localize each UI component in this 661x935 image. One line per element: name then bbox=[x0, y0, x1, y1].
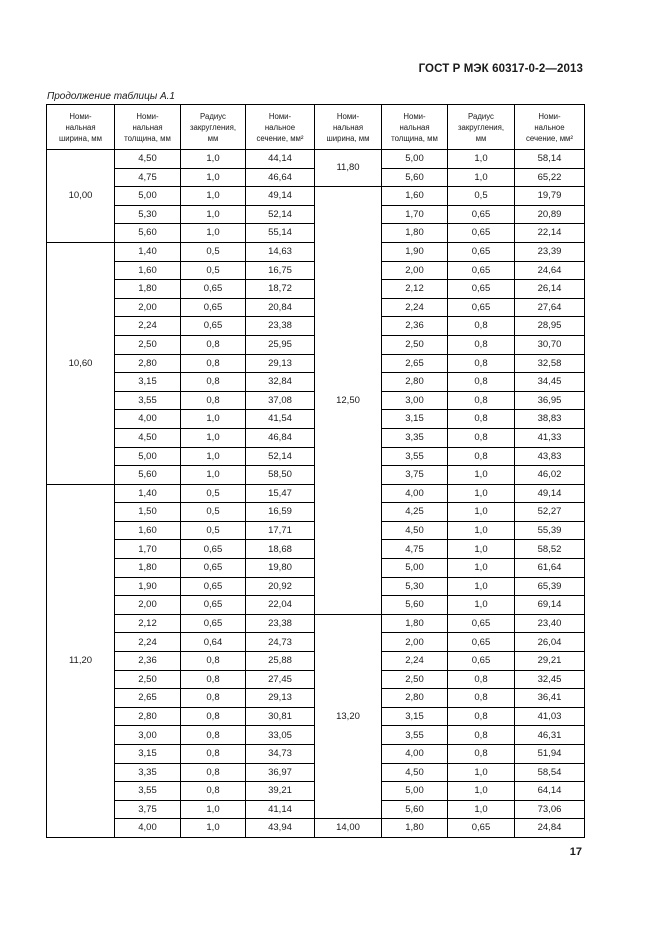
col-header-thickness-left: Номи- нальная толщина, мм bbox=[115, 105, 181, 150]
left-thickness-cell: 4,50 bbox=[115, 150, 181, 169]
left-radius-cell: 0,8 bbox=[181, 354, 246, 373]
right-thickness-cell: 5,30 bbox=[382, 577, 448, 596]
left-thickness-cell: 3,55 bbox=[115, 782, 181, 801]
right-radius-cell: 0,65 bbox=[448, 280, 515, 299]
left-section-cell: 37,08 bbox=[246, 391, 315, 410]
left-radius-cell: 0,65 bbox=[181, 577, 246, 596]
left-radius-cell: 1,0 bbox=[181, 205, 246, 224]
right-thickness-cell: 4,00 bbox=[382, 484, 448, 503]
left-radius-cell: 0,65 bbox=[181, 614, 246, 633]
left-thickness-cell: 2,00 bbox=[115, 596, 181, 615]
right-thickness-cell: 3,00 bbox=[382, 391, 448, 410]
right-section-cell: 43,83 bbox=[515, 447, 585, 466]
table-caption: Продолжение таблицы А.1 bbox=[47, 91, 175, 102]
right-thickness-cell: 2,36 bbox=[382, 317, 448, 336]
right-thickness-cell: 4,50 bbox=[382, 521, 448, 540]
left-section-cell: 39,21 bbox=[246, 782, 315, 801]
right-section-cell: 23,39 bbox=[515, 242, 585, 261]
right-section-cell: 46,31 bbox=[515, 726, 585, 745]
right-section-cell: 51,94 bbox=[515, 745, 585, 764]
left-thickness-cell: 5,60 bbox=[115, 466, 181, 485]
left-thickness-cell: 2,80 bbox=[115, 707, 181, 726]
col-header-thickness-right: Номи- нальная толщина, мм bbox=[382, 105, 448, 150]
right-section-cell: 49,14 bbox=[515, 484, 585, 503]
table-row bbox=[47, 819, 585, 838]
right-thickness-cell: 1,90 bbox=[382, 242, 448, 261]
left-section-cell: 25,95 bbox=[246, 335, 315, 354]
right-thickness-cell: 5,00 bbox=[382, 782, 448, 801]
right-radius-cell: 1,0 bbox=[448, 596, 515, 615]
right-radius-cell: 1,0 bbox=[448, 484, 515, 503]
right-width-cell: 14,00 bbox=[315, 819, 382, 838]
left-thickness-cell: 2,80 bbox=[115, 354, 181, 373]
left-radius-cell: 0,65 bbox=[181, 280, 246, 299]
right-section-cell: 46,02 bbox=[515, 466, 585, 485]
left-radius-cell: 1,0 bbox=[181, 428, 246, 447]
right-radius-cell: 0,5 bbox=[448, 187, 515, 206]
right-section-cell: 24,64 bbox=[515, 261, 585, 280]
right-radius-cell: 0,65 bbox=[448, 298, 515, 317]
left-thickness-cell: 2,65 bbox=[115, 689, 181, 708]
left-section-cell: 55,14 bbox=[246, 224, 315, 243]
table-header-row bbox=[47, 105, 585, 150]
right-radius-cell: 0,8 bbox=[448, 317, 515, 336]
right-section-cell: 58,14 bbox=[515, 150, 585, 169]
left-section-cell: 58,50 bbox=[246, 466, 315, 485]
col-header-section-right: Номи- нальное сечение, мм² bbox=[515, 105, 585, 150]
left-thickness-cell: 3,55 bbox=[115, 391, 181, 410]
left-radius-cell: 0,65 bbox=[181, 596, 246, 615]
right-thickness-cell: 2,65 bbox=[382, 354, 448, 373]
right-thickness-cell: 5,60 bbox=[382, 168, 448, 187]
right-section-cell: 22,14 bbox=[515, 224, 585, 243]
right-thickness-cell: 4,75 bbox=[382, 540, 448, 559]
right-thickness-cell: 2,00 bbox=[382, 261, 448, 280]
right-radius-cell: 1,0 bbox=[448, 577, 515, 596]
right-thickness-cell: 2,50 bbox=[382, 670, 448, 689]
left-section-cell: 14,63 bbox=[246, 242, 315, 261]
left-radius-cell: 0,8 bbox=[181, 689, 246, 708]
right-section-cell: 73,06 bbox=[515, 800, 585, 819]
left-thickness-cell: 4,75 bbox=[115, 168, 181, 187]
right-thickness-cell: 2,50 bbox=[382, 335, 448, 354]
left-section-cell: 36,97 bbox=[246, 763, 315, 782]
left-thickness-cell: 4,00 bbox=[115, 819, 181, 838]
table-row bbox=[47, 150, 585, 169]
left-section-cell: 20,92 bbox=[246, 577, 315, 596]
left-thickness-cell: 2,50 bbox=[115, 335, 181, 354]
right-radius-cell: 1,0 bbox=[448, 503, 515, 522]
right-radius-cell: 1,0 bbox=[448, 559, 515, 578]
right-radius-cell: 1,0 bbox=[448, 168, 515, 187]
right-section-cell: 65,39 bbox=[515, 577, 585, 596]
left-thickness-cell: 1,40 bbox=[115, 484, 181, 503]
right-section-cell: 19,79 bbox=[515, 187, 585, 206]
right-thickness-cell: 3,75 bbox=[382, 466, 448, 485]
left-radius-cell: 1,0 bbox=[181, 224, 246, 243]
left-radius-cell: 0,8 bbox=[181, 670, 246, 689]
left-thickness-cell: 2,24 bbox=[115, 633, 181, 652]
left-section-cell: 29,13 bbox=[246, 354, 315, 373]
right-section-cell: 38,83 bbox=[515, 410, 585, 429]
table-row bbox=[47, 187, 585, 206]
right-radius-cell: 1,0 bbox=[448, 800, 515, 819]
right-thickness-cell: 3,55 bbox=[382, 447, 448, 466]
right-section-cell: 24,84 bbox=[515, 819, 585, 838]
left-thickness-cell: 5,00 bbox=[115, 447, 181, 466]
left-section-cell: 17,71 bbox=[246, 521, 315, 540]
right-thickness-cell: 1,80 bbox=[382, 224, 448, 243]
right-section-cell: 65,22 bbox=[515, 168, 585, 187]
left-section-cell: 15,47 bbox=[246, 484, 315, 503]
right-thickness-cell: 3,35 bbox=[382, 428, 448, 447]
right-section-cell: 36,41 bbox=[515, 689, 585, 708]
left-thickness-cell: 1,80 bbox=[115, 280, 181, 299]
left-section-cell: 43,94 bbox=[246, 819, 315, 838]
right-section-cell: 64,14 bbox=[515, 782, 585, 801]
right-radius-cell: 0,8 bbox=[448, 428, 515, 447]
left-section-cell: 16,59 bbox=[246, 503, 315, 522]
left-radius-cell: 0,8 bbox=[181, 782, 246, 801]
col-header-section-left: Номи- нальное сечение, мм² bbox=[246, 105, 315, 150]
right-thickness-cell: 1,80 bbox=[382, 614, 448, 633]
page-number: 17 bbox=[569, 846, 582, 858]
col-header-radius-left: Радиус закругления, мм bbox=[181, 105, 246, 150]
left-section-cell: 46,84 bbox=[246, 428, 315, 447]
left-thickness-cell: 4,50 bbox=[115, 428, 181, 447]
right-section-cell: 69,14 bbox=[515, 596, 585, 615]
right-width-cell: 11,80 bbox=[315, 150, 382, 187]
left-radius-cell: 0,65 bbox=[181, 559, 246, 578]
left-radius-cell: 0,64 bbox=[181, 633, 246, 652]
left-thickness-cell: 1,40 bbox=[115, 242, 181, 261]
left-radius-cell: 0,8 bbox=[181, 745, 246, 764]
right-radius-cell: 0,8 bbox=[448, 335, 515, 354]
right-radius-cell: 0,65 bbox=[448, 242, 515, 261]
left-section-cell: 18,72 bbox=[246, 280, 315, 299]
left-radius-cell: 1,0 bbox=[181, 800, 246, 819]
left-thickness-cell: 5,60 bbox=[115, 224, 181, 243]
right-thickness-cell: 5,60 bbox=[382, 800, 448, 819]
left-radius-cell: 0,5 bbox=[181, 521, 246, 540]
left-section-cell: 24,73 bbox=[246, 633, 315, 652]
right-section-cell: 29,21 bbox=[515, 652, 585, 671]
left-section-cell: 25,88 bbox=[246, 652, 315, 671]
left-section-cell: 20,84 bbox=[246, 298, 315, 317]
left-section-cell: 30,81 bbox=[246, 707, 315, 726]
col-header-radius-right: Радиус закругления, мм bbox=[448, 105, 515, 150]
right-radius-cell: 0,8 bbox=[448, 726, 515, 745]
left-thickness-cell: 2,50 bbox=[115, 670, 181, 689]
left-radius-cell: 1,0 bbox=[181, 168, 246, 187]
left-radius-cell: 0,65 bbox=[181, 298, 246, 317]
right-radius-cell: 0,65 bbox=[448, 633, 515, 652]
left-radius-cell: 0,5 bbox=[181, 242, 246, 261]
left-section-cell: 41,54 bbox=[246, 410, 315, 429]
left-radius-cell: 0,65 bbox=[181, 540, 246, 559]
left-thickness-cell: 4,00 bbox=[115, 410, 181, 429]
right-radius-cell: 0,65 bbox=[448, 224, 515, 243]
left-radius-cell: 0,8 bbox=[181, 707, 246, 726]
right-thickness-cell: 2,24 bbox=[382, 298, 448, 317]
right-radius-cell: 0,8 bbox=[448, 447, 515, 466]
right-section-cell: 27,64 bbox=[515, 298, 585, 317]
left-section-cell: 52,14 bbox=[246, 447, 315, 466]
left-thickness-cell: 1,60 bbox=[115, 261, 181, 280]
right-width-cell: 12,50 bbox=[315, 187, 382, 615]
left-radius-cell: 0,65 bbox=[181, 317, 246, 336]
right-radius-cell: 0,65 bbox=[448, 652, 515, 671]
right-thickness-cell: 2,12 bbox=[382, 280, 448, 299]
right-section-cell: 32,45 bbox=[515, 670, 585, 689]
left-section-cell: 27,45 bbox=[246, 670, 315, 689]
right-section-cell: 55,39 bbox=[515, 521, 585, 540]
right-radius-cell: 0,8 bbox=[448, 410, 515, 429]
left-section-cell: 23,38 bbox=[246, 614, 315, 633]
left-thickness-cell: 3,00 bbox=[115, 726, 181, 745]
right-section-cell: 61,64 bbox=[515, 559, 585, 578]
left-radius-cell: 0,8 bbox=[181, 391, 246, 410]
right-thickness-cell: 2,24 bbox=[382, 652, 448, 671]
right-section-cell: 32,58 bbox=[515, 354, 585, 373]
left-radius-cell: 0,8 bbox=[181, 335, 246, 354]
right-radius-cell: 1,0 bbox=[448, 466, 515, 485]
right-thickness-cell: 3,15 bbox=[382, 707, 448, 726]
right-radius-cell: 1,0 bbox=[448, 150, 515, 169]
left-thickness-cell: 2,12 bbox=[115, 614, 181, 633]
left-radius-cell: 0,5 bbox=[181, 503, 246, 522]
document-header: ГОСТ Р МЭК 60317-0-2—2013 bbox=[418, 63, 583, 75]
table-body bbox=[47, 150, 585, 838]
right-thickness-cell: 3,15 bbox=[382, 410, 448, 429]
left-width-cell: 10,60 bbox=[47, 242, 115, 484]
right-thickness-cell: 2,80 bbox=[382, 373, 448, 392]
left-radius-cell: 1,0 bbox=[181, 447, 246, 466]
right-thickness-cell: 3,55 bbox=[382, 726, 448, 745]
left-thickness-cell: 2,00 bbox=[115, 298, 181, 317]
left-section-cell: 46,64 bbox=[246, 168, 315, 187]
right-radius-cell: 0,65 bbox=[448, 614, 515, 633]
left-thickness-cell: 1,60 bbox=[115, 521, 181, 540]
left-radius-cell: 1,0 bbox=[181, 187, 246, 206]
left-radius-cell: 0,5 bbox=[181, 484, 246, 503]
left-section-cell: 34,73 bbox=[246, 745, 315, 764]
left-thickness-cell: 2,36 bbox=[115, 652, 181, 671]
right-radius-cell: 0,65 bbox=[448, 205, 515, 224]
right-thickness-cell: 4,00 bbox=[382, 745, 448, 764]
left-thickness-cell: 1,50 bbox=[115, 503, 181, 522]
right-thickness-cell: 1,60 bbox=[382, 187, 448, 206]
right-section-cell: 58,52 bbox=[515, 540, 585, 559]
left-section-cell: 16,75 bbox=[246, 261, 315, 280]
right-section-cell: 41,33 bbox=[515, 428, 585, 447]
left-thickness-cell: 2,24 bbox=[115, 317, 181, 336]
right-radius-cell: 0,8 bbox=[448, 354, 515, 373]
right-radius-cell: 0,8 bbox=[448, 670, 515, 689]
right-section-cell: 41,03 bbox=[515, 707, 585, 726]
left-thickness-cell: 1,80 bbox=[115, 559, 181, 578]
right-radius-cell: 0,8 bbox=[448, 391, 515, 410]
left-section-cell: 33,05 bbox=[246, 726, 315, 745]
right-section-cell: 26,14 bbox=[515, 280, 585, 299]
right-section-cell: 58,54 bbox=[515, 763, 585, 782]
left-section-cell: 18,68 bbox=[246, 540, 315, 559]
right-radius-cell: 0,8 bbox=[448, 707, 515, 726]
right-section-cell: 26,04 bbox=[515, 633, 585, 652]
right-thickness-cell: 4,25 bbox=[382, 503, 448, 522]
right-radius-cell: 1,0 bbox=[448, 782, 515, 801]
right-radius-cell: 0,65 bbox=[448, 261, 515, 280]
left-radius-cell: 0,8 bbox=[181, 373, 246, 392]
right-thickness-cell: 1,70 bbox=[382, 205, 448, 224]
right-thickness-cell: 1,80 bbox=[382, 819, 448, 838]
right-thickness-cell: 2,80 bbox=[382, 689, 448, 708]
left-thickness-cell: 3,75 bbox=[115, 800, 181, 819]
right-radius-cell: 1,0 bbox=[448, 540, 515, 559]
left-section-cell: 23,38 bbox=[246, 317, 315, 336]
left-section-cell: 49,14 bbox=[246, 187, 315, 206]
left-radius-cell: 1,0 bbox=[181, 819, 246, 838]
left-radius-cell: 0,8 bbox=[181, 652, 246, 671]
left-width-cell: 11,20 bbox=[47, 484, 115, 837]
right-section-cell: 34,45 bbox=[515, 373, 585, 392]
right-thickness-cell: 2,00 bbox=[382, 633, 448, 652]
left-section-cell: 29,13 bbox=[246, 689, 315, 708]
right-section-cell: 30,70 bbox=[515, 335, 585, 354]
right-thickness-cell: 5,00 bbox=[382, 559, 448, 578]
right-section-cell: 28,95 bbox=[515, 317, 585, 336]
right-section-cell: 23,40 bbox=[515, 614, 585, 633]
left-section-cell: 52,14 bbox=[246, 205, 315, 224]
left-thickness-cell: 3,15 bbox=[115, 745, 181, 764]
col-header-width-right: Номи- нальная ширина, мм bbox=[315, 105, 382, 150]
left-radius-cell: 0,8 bbox=[181, 763, 246, 782]
left-thickness-cell: 5,00 bbox=[115, 187, 181, 206]
left-radius-cell: 0,5 bbox=[181, 261, 246, 280]
right-radius-cell: 0,65 bbox=[448, 819, 515, 838]
right-section-cell: 36,95 bbox=[515, 391, 585, 410]
left-thickness-cell: 3,15 bbox=[115, 373, 181, 392]
right-section-cell: 20,89 bbox=[515, 205, 585, 224]
right-radius-cell: 0,8 bbox=[448, 373, 515, 392]
left-radius-cell: 1,0 bbox=[181, 466, 246, 485]
right-radius-cell: 1,0 bbox=[448, 521, 515, 540]
left-section-cell: 41,14 bbox=[246, 800, 315, 819]
left-section-cell: 44,14 bbox=[246, 150, 315, 169]
col-header-width-left: Номи- нальная ширина, мм bbox=[47, 105, 115, 150]
left-radius-cell: 0,8 bbox=[181, 726, 246, 745]
left-section-cell: 19,80 bbox=[246, 559, 315, 578]
left-thickness-cell: 1,90 bbox=[115, 577, 181, 596]
dimensions-table bbox=[46, 104, 585, 838]
left-width-cell: 10,00 bbox=[47, 150, 115, 243]
right-radius-cell: 0,8 bbox=[448, 745, 515, 764]
left-thickness-cell: 5,30 bbox=[115, 205, 181, 224]
right-radius-cell: 0,8 bbox=[448, 689, 515, 708]
right-thickness-cell: 5,00 bbox=[382, 150, 448, 169]
left-radius-cell: 1,0 bbox=[181, 410, 246, 429]
left-section-cell: 32,84 bbox=[246, 373, 315, 392]
left-thickness-cell: 1,70 bbox=[115, 540, 181, 559]
right-width-cell: 13,20 bbox=[315, 614, 382, 819]
right-thickness-cell: 5,60 bbox=[382, 596, 448, 615]
left-radius-cell: 1,0 bbox=[181, 150, 246, 169]
right-section-cell: 52,27 bbox=[515, 503, 585, 522]
right-radius-cell: 1,0 bbox=[448, 763, 515, 782]
left-section-cell: 22,04 bbox=[246, 596, 315, 615]
right-thickness-cell: 4,50 bbox=[382, 763, 448, 782]
table-row bbox=[47, 614, 585, 633]
left-thickness-cell: 3,35 bbox=[115, 763, 181, 782]
